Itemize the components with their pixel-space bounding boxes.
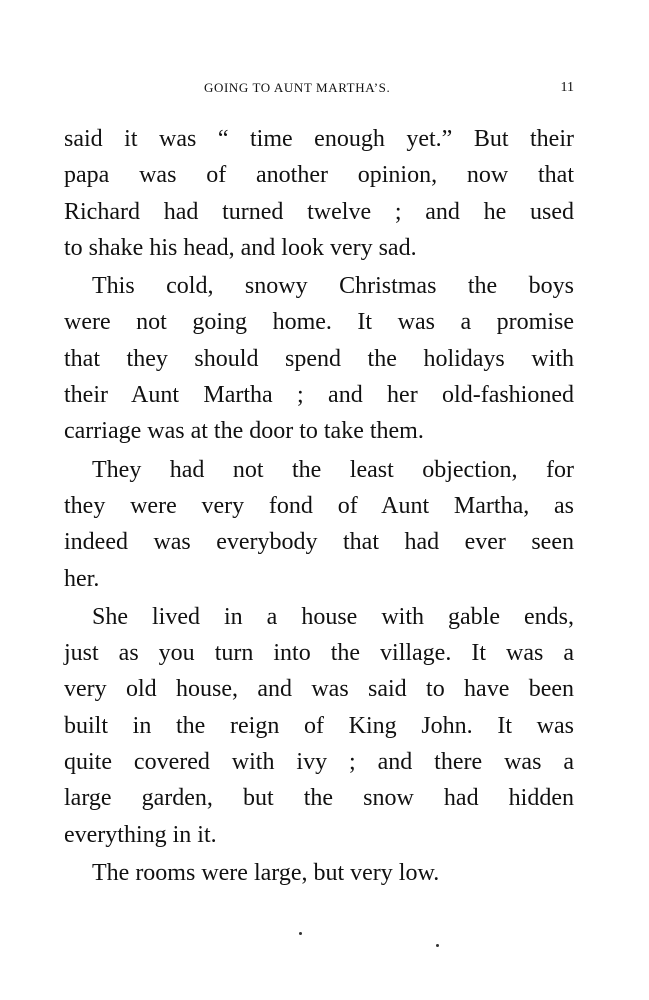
text-line: built in the reign of King John. It was [64,712,574,739]
text-line: were not going home. It was a promise [64,309,574,336]
text-line: large garden, but the snow had hidden [64,785,574,812]
paragraph [64,855,574,891]
text-line: Richard had turned twelve ; and he used [64,198,574,225]
page-number: 11 [560,80,574,95]
paragraph [64,268,574,449]
text-line: said it was “ time enough yet.” But their [64,126,574,152]
text-line: very old house, and was said to have been [64,676,574,703]
running-title: GOING TO AUNT MARTHA’S. [204,80,391,95]
text-line: The rooms were large, but very low. [92,859,440,886]
text-line: her. [64,565,100,592]
text-line: indeed was everybody that had ever seen [64,529,574,556]
text-line: She lived in a house with gable ends, [92,603,574,630]
paragraph [64,599,574,853]
running-header [64,80,574,100]
print-speck [299,932,302,935]
text-line: This cold, snowy Christmas the boys [92,273,574,300]
text-line: papa was of another opinion, now that [64,162,574,189]
paragraph [64,121,574,266]
text-line: carriage was at the door to take them. [64,418,424,445]
paragraph [64,452,574,597]
body-text [64,121,574,891]
text-line: just as you turn into the village. It was a [64,640,574,667]
text-line: their Aunt Martha ; and her old-fashioned [64,382,574,409]
text-line: They had not the least objection, for [92,456,574,483]
print-speck [436,944,439,947]
text-line: quite covered with ivy ; and there was a [64,749,574,776]
text-line: they were very fond of Aunt Martha, as [64,492,574,519]
text-line: everything in it. [64,821,217,848]
text-line: that they should spend the holidays with [64,345,574,372]
text-line: to shake his head, and look very sad. [64,234,417,261]
